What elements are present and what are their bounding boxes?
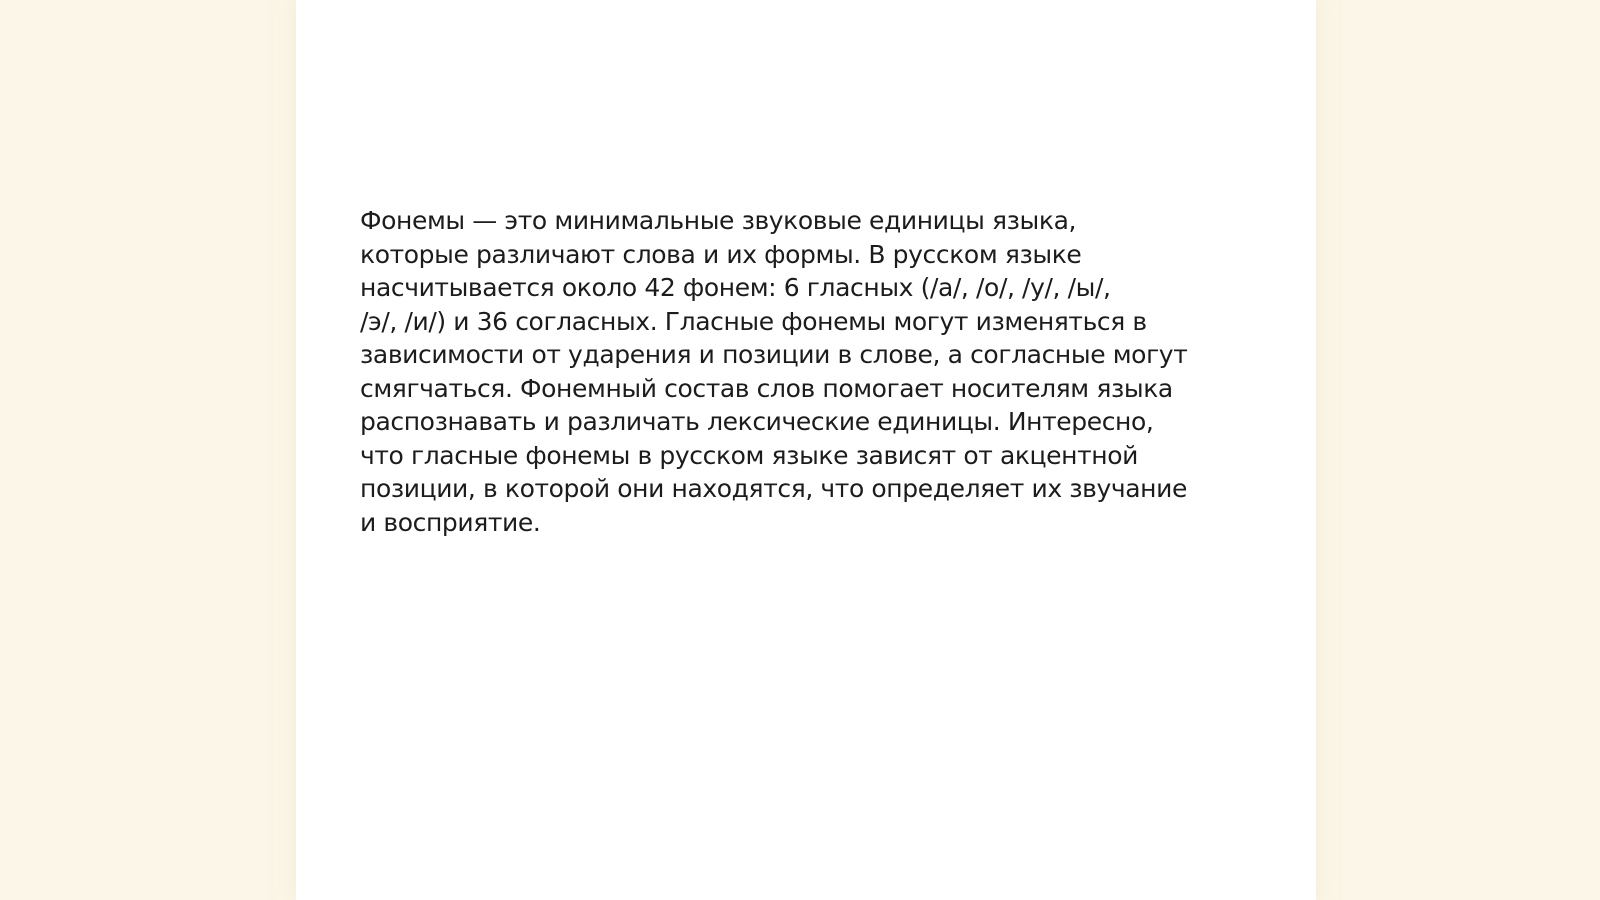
paragraph-line: позиции, в которой они находятся, что определяет их звучание <box>360 474 1187 503</box>
paragraph-line: Фонемы — это минимальные звуковые единицы языка, <box>360 206 1077 235</box>
paragraph-line: зависимости от ударения и позиции в слове, а согласные могут <box>360 340 1188 369</box>
paragraph-line: которые различают слова и их формы. В русском языке <box>360 239 1082 269</box>
paragraph-line: насчитывается около 42 фонем: 6 гласных (/а/, /о/, /у/, /ы/, <box>360 273 1111 302</box>
paragraph-line: что гласные фонемы в русском языке зависят от акцентной <box>360 440 1138 470</box>
body-paragraph <box>360 204 1260 539</box>
paragraph-line: /э/, /и/) и 36 согласных. Гласные фонемы могут изменяться в <box>360 306 1147 336</box>
paragraph-line: смягчаться. Фонемный состав слов помогает носителям языка <box>360 373 1173 403</box>
paragraph-line: и восприятие. <box>360 507 541 537</box>
document-page <box>296 0 1316 900</box>
paragraph-line: распознавать и различать лексические единицы. Интересно, <box>360 407 1154 436</box>
